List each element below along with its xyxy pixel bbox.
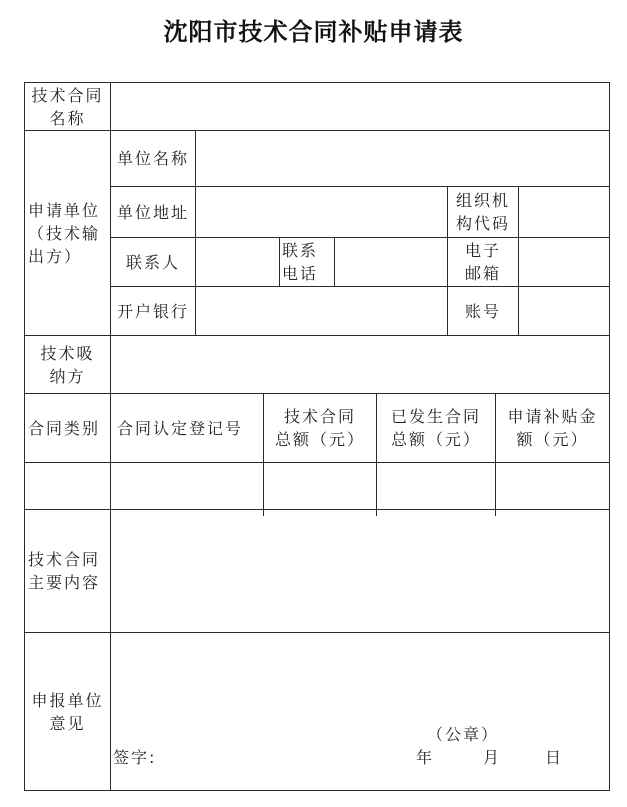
signature-label: 签字: xyxy=(113,748,157,767)
seal-label: （公章） xyxy=(427,725,500,744)
subsidy-amount-label: 申请补贴金 额（元） xyxy=(507,407,598,449)
contract-name-field[interactable] xyxy=(111,83,609,130)
reg-number-label: 合同认定登记号 xyxy=(117,418,244,438)
table-line xyxy=(24,509,610,510)
main-content-label: 技术合同 主要内容 xyxy=(28,550,101,592)
subsidy-amount-field[interactable] xyxy=(496,463,609,509)
absorber-field[interactable] xyxy=(111,336,609,393)
org-code-label: 组织机 构代码 xyxy=(455,191,510,233)
main-content-field[interactable] xyxy=(111,517,609,632)
contract-total-label: 技术合同 总额（元） xyxy=(274,407,365,449)
email-field[interactable] xyxy=(519,238,609,286)
email-label: 电子 邮箱 xyxy=(464,241,501,283)
unit-address-label: 单位地址 xyxy=(117,202,190,222)
page-title: 沈阳市技术合同补贴申请表 xyxy=(163,17,464,46)
day-label: 日 xyxy=(545,748,564,767)
incurred-total-label: 已发生合同 总额（元） xyxy=(390,407,481,449)
contact-person-field[interactable] xyxy=(196,238,279,286)
incurred-total-field[interactable] xyxy=(377,463,495,509)
contract-type-label: 合同类别 xyxy=(28,418,101,438)
account-field[interactable] xyxy=(519,287,609,335)
unit-name-label: 单位名称 xyxy=(117,149,190,168)
year-label: 年 xyxy=(416,748,435,767)
absorber-label: 技术吸 纳方 xyxy=(40,343,95,386)
org-code-field[interactable] xyxy=(519,187,609,237)
contact-phone-label: 联系 电话 xyxy=(282,241,319,283)
contract-total-field[interactable] xyxy=(264,463,376,509)
contact-phone-field[interactable] xyxy=(335,238,447,286)
opinion-label: 申报单位 意见 xyxy=(31,690,104,733)
bank-label: 开户银行 xyxy=(117,301,190,321)
applicant-label: 申请单位 （技术输 出方） xyxy=(28,200,101,266)
reg-number-field[interactable] xyxy=(111,463,263,509)
account-label: 账号 xyxy=(464,301,501,321)
contract-name-label: 技术合同 名称 xyxy=(31,85,104,128)
unit-name-field[interactable] xyxy=(196,131,609,186)
contract-type-field[interactable] xyxy=(25,463,110,509)
table-line xyxy=(609,82,610,791)
table-line xyxy=(24,790,610,791)
opinion-field[interactable] xyxy=(111,633,609,723)
bank-field[interactable] xyxy=(196,287,447,335)
contact-person-label: 联系人 xyxy=(125,252,180,272)
table-line xyxy=(279,237,280,287)
month-label: 月 xyxy=(483,748,502,767)
unit-address-field[interactable] xyxy=(196,187,447,237)
